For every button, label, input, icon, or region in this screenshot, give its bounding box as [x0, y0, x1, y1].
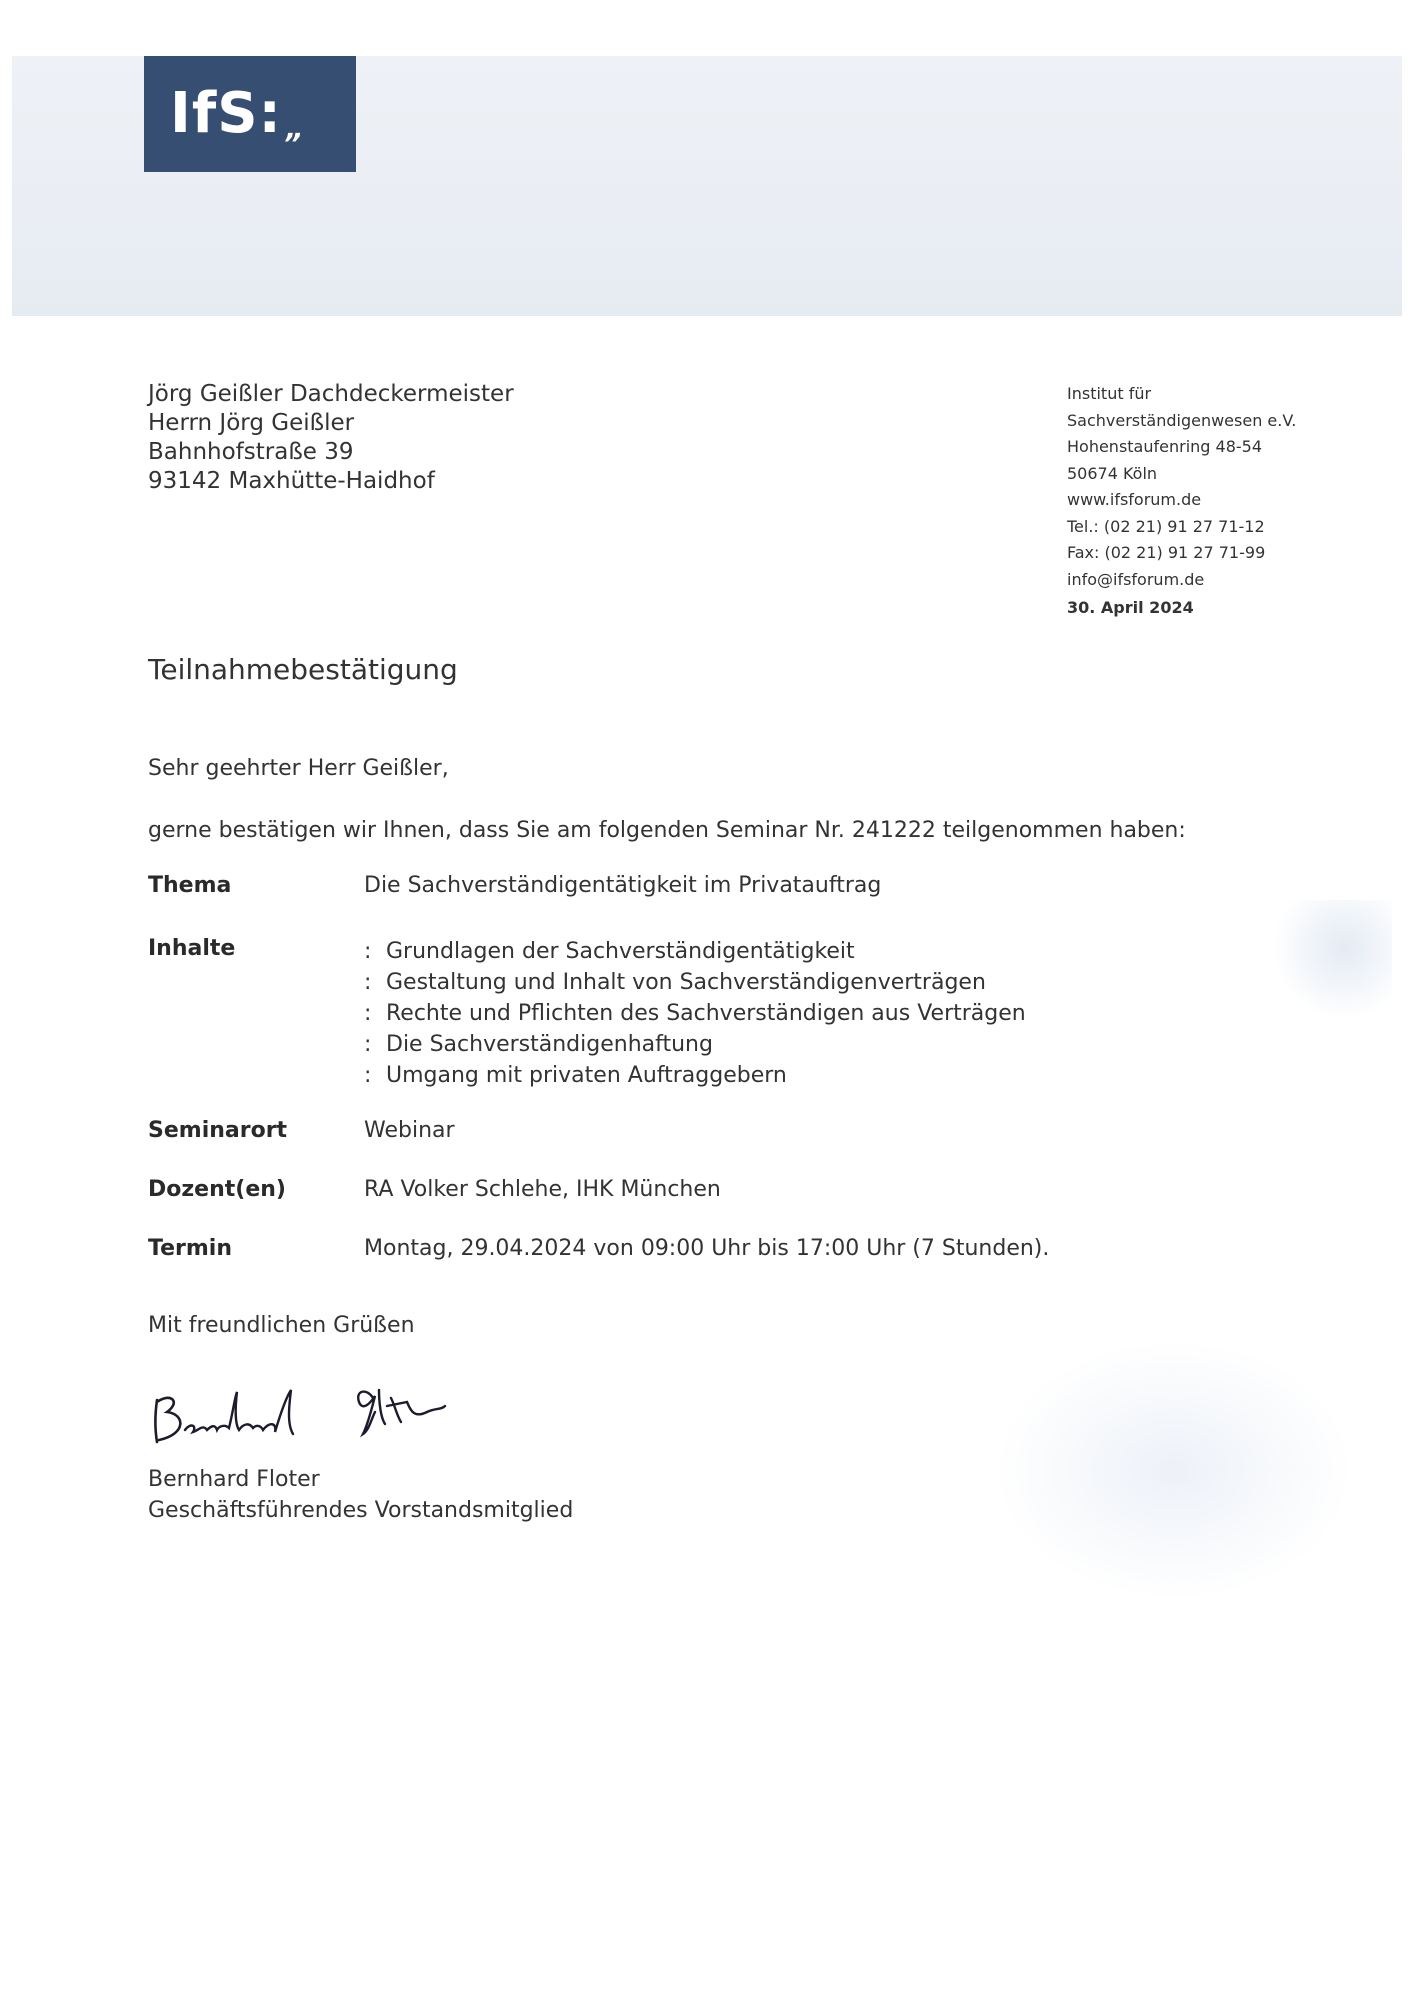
- document-title: Teilnahmebestätigung: [148, 653, 458, 686]
- seminarort-label: Seminarort: [148, 1118, 288, 1143]
- list-item-text: Die Sachverständigenhaftung: [386, 1032, 713, 1057]
- seminarort-value: Webinar: [364, 1118, 455, 1143]
- signer-title: Geschäftsführendes Vorstandsmitglied: [148, 1498, 574, 1523]
- sender-fax: Fax: (02 21) 91 27 71-99: [1067, 543, 1266, 562]
- dozent-label: Dozent(en): [148, 1177, 286, 1202]
- list-item: : Die Sachverständigenhaftung: [364, 1032, 713, 1057]
- recipient-line: Herrn Jörg Geißler: [148, 410, 355, 436]
- thema-value: Die Sachverständigentätigkeit im Privatauftrag: [364, 873, 882, 898]
- recipient-line: Jörg Geißler Dachdeckermeister: [148, 381, 514, 407]
- signer-name: Bernhard Floter: [148, 1467, 320, 1492]
- salutation: Sehr geehrter Herr Geißler,: [148, 756, 449, 781]
- sender-email: info@ifsforum.de: [1067, 569, 1205, 589]
- sender-line: Institut für: [1067, 384, 1152, 403]
- sender-phone: Tel.: (02 21) 91 27 71-12: [1067, 516, 1265, 536]
- list-item-text: Grundlagen der Sachverständigentätigkeit: [386, 939, 855, 964]
- sender-line: Sachverständigenwesen e.V.: [1067, 410, 1297, 430]
- inhalte-label: Inhalte: [148, 936, 236, 961]
- sender-line: Hohenstaufenring 48-54: [1067, 437, 1263, 456]
- thema-label: Thema: [148, 873, 232, 898]
- list-item: : Grundlagen der Sachverständigentätigkeit: [364, 939, 855, 964]
- sender-line: 50674 Köln: [1067, 463, 1158, 483]
- logo-text: IfS:: [170, 81, 282, 146]
- signer-block: [148, 1464, 573, 1526]
- sender-website: www.ifsforum.de: [1067, 490, 1202, 509]
- intro-text: gerne bestätigen wir Ihnen, dass Sie am folgenden Seminar Nr. 241222 teilgenommen haben:: [148, 818, 1186, 843]
- termin-value: Montag, 29.04.2024 von 09:00 Uhr bis 17:00 Uhr (7 Stunden).: [364, 1236, 1050, 1261]
- scan-smudge: [1272, 900, 1392, 1020]
- handwritten-signature: [145, 1372, 475, 1452]
- closing-phrase: Mit freundlichen Grüßen: [148, 1313, 415, 1338]
- recipient-line: Bahnhofstraße 39: [148, 439, 354, 465]
- termin-label: Termin: [148, 1236, 232, 1261]
- list-item: : Gestaltung und Inhalt von Sachverständigenverträgen: [364, 970, 986, 995]
- ifs-logo: [144, 56, 356, 172]
- scan-smudge: [994, 1340, 1354, 1600]
- inhalte-list: [364, 936, 1026, 1091]
- logo-mark: „: [285, 112, 305, 145]
- list-item-text: Umgang mit privaten Auftraggebern: [386, 1063, 787, 1088]
- list-item-text: Rechte und Pflichten des Sachverständigen aus Verträgen: [386, 1001, 1026, 1026]
- list-item: : Rechte und Pflichten des Sachverständigen aus Verträgen: [364, 1001, 1026, 1026]
- dozent-value: RA Volker Schlehe, IHK München: [364, 1177, 721, 1202]
- list-item-text: Gestaltung und Inhalt von Sachverständigenverträgen: [386, 970, 986, 995]
- sender-block: [1067, 381, 1296, 622]
- recipient-address: [148, 380, 514, 496]
- letter-date: 30. April 2024: [1067, 598, 1194, 617]
- list-item: : Umgang mit privaten Auftraggebern: [364, 1063, 787, 1088]
- recipient-line: 93142 Maxhütte-Haidhof: [148, 468, 435, 494]
